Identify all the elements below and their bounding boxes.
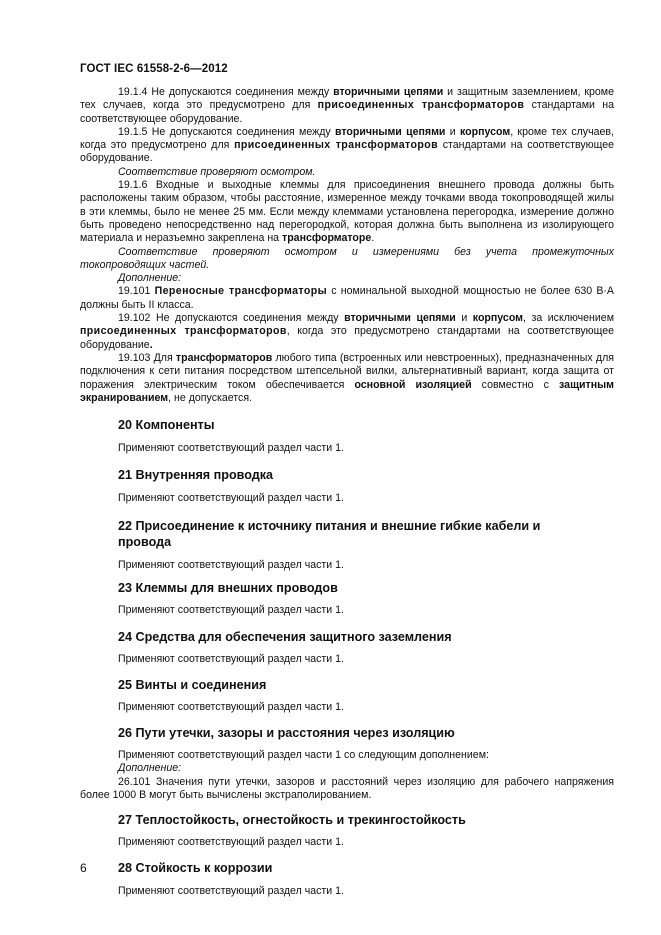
term: вторичными цепями: [344, 312, 456, 325]
text-run: 19.103 Для: [118, 351, 176, 364]
addition-label: Дополнение:: [118, 762, 182, 775]
clause-19-1-5: [80, 126, 614, 166]
term: присоединенных трансформаторов: [80, 325, 287, 338]
text-run: .: [371, 232, 375, 245]
section-heading: 22 Присоединение к источнику питания и внешние гибкие кабели и провода: [118, 518, 541, 549]
clause-19-1-4: [80, 86, 614, 126]
term: корпусом: [472, 312, 523, 325]
term: присоединенных трансформаторов: [234, 139, 439, 152]
section-heading: 20 Компоненты: [118, 418, 215, 433]
clause-19-101: [80, 285, 614, 312]
term: Переносные трансформаторы: [154, 285, 328, 298]
addition-label: Дополнение:: [118, 272, 182, 285]
term: защитным экранированием: [80, 378, 614, 404]
text-run: 19.102 Не допускаются соединения между: [118, 312, 345, 325]
text-run: .: [149, 338, 153, 351]
text-run: 19.1.4 Не допускаются соединения между: [118, 86, 334, 98]
section-heading: 25 Винты и соединения: [118, 677, 267, 692]
clause-26-101: 26.101 Значения пути утечки, зазоров и расстояний через изоляцию для рабочего напряжения более 1000 В могут быть вычислены экстраполированием.: [80, 775, 614, 801]
section-text: Применяют соответствующий раздел части 1.: [118, 836, 344, 849]
section-text: Применяют соответствующий раздел части 1.: [118, 700, 344, 713]
clause-19-1-6: [80, 179, 614, 245]
text-run: совместно с: [471, 378, 560, 391]
compliance-note: Соответствие проверяют осмотром.: [118, 165, 316, 178]
section-text: Применяют соответствующий раздел части 1.: [118, 653, 344, 666]
text-run: стандартами на соответствующее оборудование.: [80, 139, 615, 165]
text-run: , когда это предусмотрено стандартами на соответствующее оборудование: [80, 325, 614, 351]
section-text: Применяют соответствующий раздел части 1 со следующим дополнением:: [118, 748, 489, 761]
term: вторичными цепями: [334, 125, 446, 138]
clause-19-102: [80, 312, 614, 352]
text-run: и: [445, 125, 460, 138]
section-heading: 21 Внутренняя проводка: [118, 468, 274, 483]
section-text: Применяют соответствующий раздел части 1.: [118, 558, 344, 571]
text-run: , не допускается.: [168, 391, 253, 404]
section-heading: 23 Клеммы для внешних проводов: [118, 581, 338, 596]
term: корпусом: [459, 125, 511, 138]
term: присоединенных трансформаторов: [317, 99, 525, 112]
text-run: 19.101: [118, 285, 155, 298]
page-number: 6: [80, 861, 87, 875]
text-run: , за исключением: [523, 312, 614, 325]
section-text: Применяют соответствующий раздел части 1.: [118, 885, 344, 898]
section-heading: 24 Средства для обеспечения защитного заземления: [118, 630, 452, 645]
clause-19-103: [80, 352, 614, 405]
text-run: с номинальной выходной мощностью не более 630 В·А должны быть II класса.: [80, 285, 614, 311]
section-text: Применяют соответствующий раздел части 1.: [118, 492, 344, 505]
term: основной изоляцией: [354, 378, 472, 391]
section-text: Применяют соответствующий раздел части 1.: [118, 442, 344, 455]
document-body: [80, 86, 614, 899]
text-run: и защитным заземлением, кроме тех случаев, когда это предусмотрено для: [80, 86, 614, 112]
text-run: 19.1.5 Не допускаются соединения между: [118, 125, 335, 138]
text-run: и: [455, 312, 473, 325]
term: трансформаторе: [282, 232, 372, 245]
document-header: ГОСТ IEC 61558-2-6—2012: [80, 63, 228, 75]
term: трансформаторов: [175, 351, 273, 364]
section-heading: 28 Стойкость к коррозии: [118, 861, 273, 876]
text-run: 19.1.6 Входные и выходные клеммы для присоединения внешнего провода должны быть расположены таким образом, чтобы расстояние, измеренное между точками ввода токопроводящей жилы в эти клеммы, было не менее 25 мм. Если между клеммами установлена перегородка, измерение должно быть проведено непосредственно над перегородкой, которая должна быть выполнена из изолирующего материала и неразъемно закреплена на: [80, 179, 614, 245]
text-run: любого типа (встроенных или невстроенных), предназначенных для подключения к сети питания посредством штепсельной вилки, альтернативный вариант, когда защита от поражения электрическим током обеспечивается: [80, 351, 614, 391]
section-text: Применяют соответствующий раздел части 1.: [118, 604, 344, 617]
text-run: , кроме тех случаев, когда это предусмотрено для: [80, 125, 614, 152]
compliance-note: Соответствие проверяют осмотром и измерениями без учета промежуточных токопроводящих частей.: [80, 245, 614, 271]
text-run: стандартами на соответствующее оборудование.: [80, 99, 614, 125]
term: вторичными цепями: [333, 86, 444, 98]
section-heading: 27 Теплостойкость, огнестойкость и трекингостойкость: [118, 813, 466, 828]
section-heading: 26 Пути утечки, зазоры и расстояния через изоляцию: [118, 725, 455, 740]
